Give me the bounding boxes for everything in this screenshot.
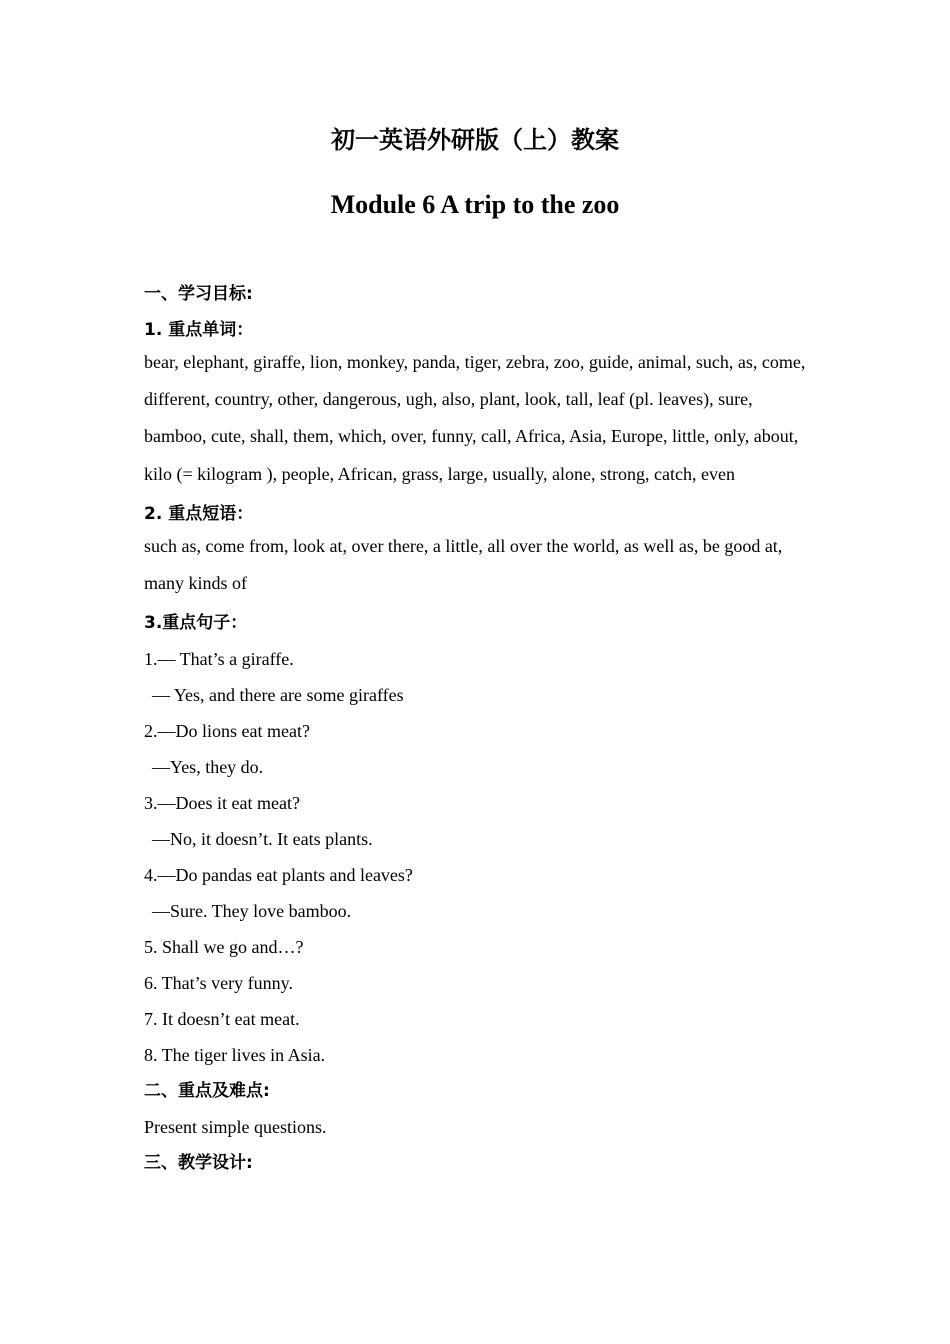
subheading-key-words: 1. 重点单词：	[144, 320, 254, 340]
sentence-line: 2.—Do lions eat meat?	[144, 721, 310, 742]
sentence-line: —Sure. They love bamboo.	[152, 901, 352, 922]
key-words-paragraph: bear, elephant, giraffe, lion, monkey, panda, tiger, zebra, zoo, guide, animal, such, as, come, different, country, other, dangerous, ugh, also, plant, look, tall, leaf (pl. leaves), sure, bamboo, cute, shall, them, which, over, funny, call, Africa, Asia, Europe, little, only, about, kilo (= kilogram ), people, African, grass, large, usually, alone, strong, catch, even	[144, 352, 806, 484]
sentence-line: —No, it doesn’t. It eats plants.	[152, 829, 373, 850]
sentence-line: — Yes, and there are some giraffes	[152, 685, 404, 706]
sentence-line: 8. The tiger lives in Asia.	[144, 1045, 326, 1066]
section-heading-key-points: 二、重点及难点:	[144, 1081, 270, 1102]
subheading-key-sentences: 3.重点句子：	[144, 613, 248, 634]
section-heading-learning-goals: 一、学习目标:	[144, 284, 253, 304]
sentence-line: 5. Shall we go and…?	[144, 937, 304, 958]
sentence-line: 6. That’s very funny.	[144, 973, 293, 994]
section-heading-teaching-design: 三、教学设计:	[144, 1153, 253, 1174]
key-phrases-paragraph: such as, come from, look at, over there, a little, all over the world, as well as, be good at, many kinds of	[144, 535, 783, 594]
subheading-key-phrases: 2. 重点短语：	[144, 503, 254, 524]
sentence-line: 3.—Does it eat meat?	[144, 793, 300, 814]
sentence-line: 4.—Do pandas eat plants and leaves?	[144, 865, 413, 886]
module-title: Module 6 A trip to the zoo	[330, 190, 620, 219]
sentence-line: 7. It doesn’t eat meat.	[144, 1009, 300, 1030]
document-body	[144, 279, 809, 1184]
key-points-text: Present simple questions.	[144, 1117, 327, 1138]
sentence-line: 1.— That’s a giraffe.	[144, 649, 294, 670]
sentence-line: —Yes, they do.	[152, 757, 264, 778]
document-title: 初一英语外研版（上）教案	[331, 126, 619, 154]
